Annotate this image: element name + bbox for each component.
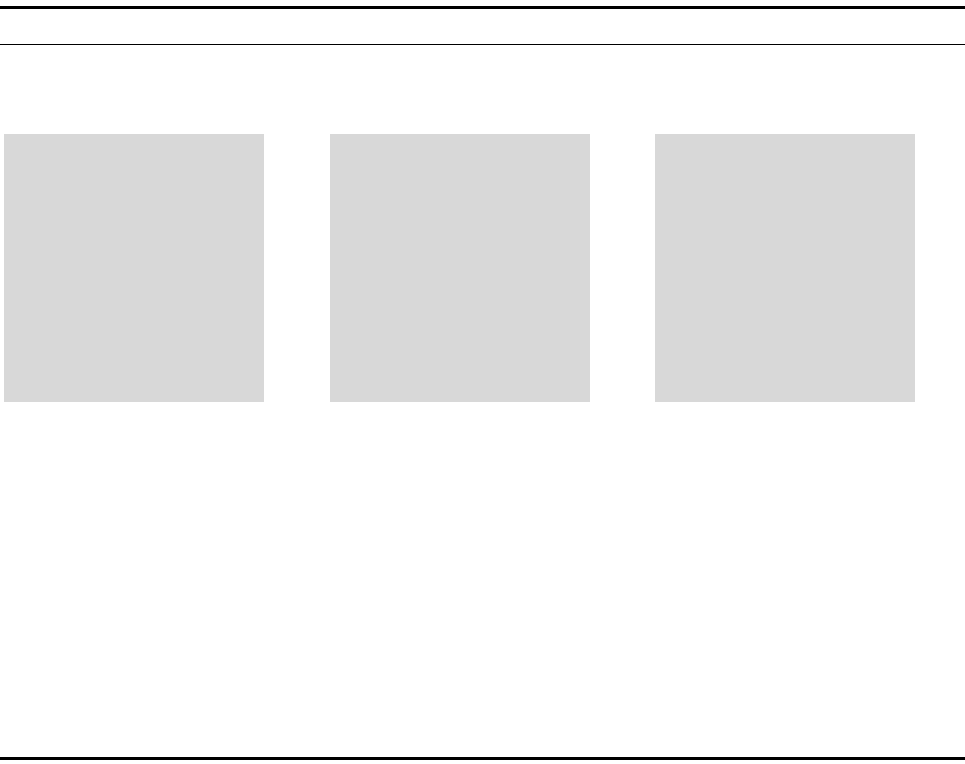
panel-net-interest-margin bbox=[330, 56, 636, 542]
top-rule bbox=[0, 6, 965, 9]
title-divider bbox=[0, 44, 965, 45]
payment-revenues-plot-area bbox=[655, 134, 915, 402]
interoperability-plot-area bbox=[4, 134, 264, 402]
bottom-rule bbox=[0, 757, 965, 760]
panel-interoperability bbox=[4, 56, 310, 542]
net-interest-margin-plot-area bbox=[330, 134, 590, 402]
panels-row bbox=[4, 56, 961, 542]
panel-payment-revenues bbox=[655, 56, 961, 542]
